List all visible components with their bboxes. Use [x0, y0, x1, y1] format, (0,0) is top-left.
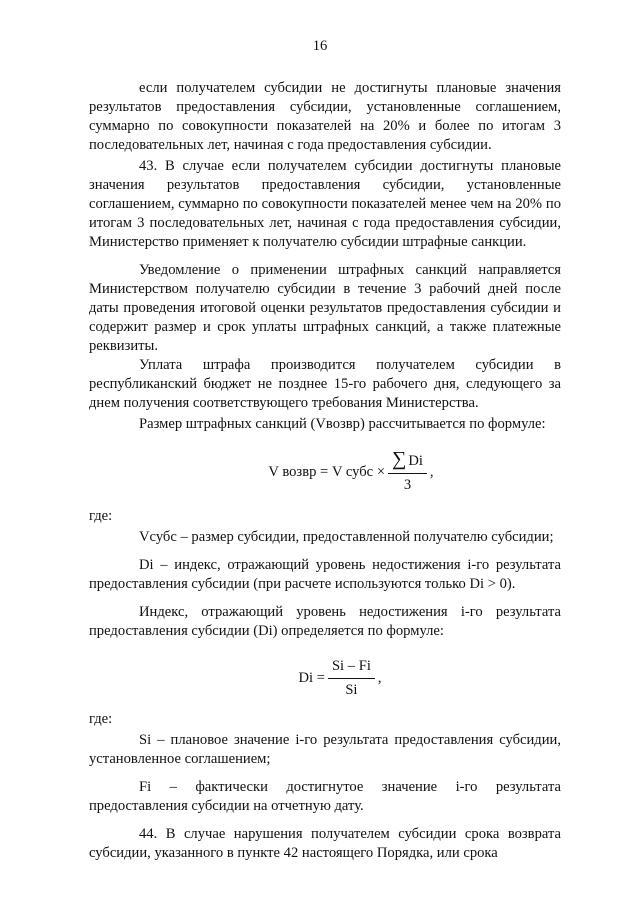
definition-si: Si – плановое значение i-го результата предоставления субсидии, установленное соглашением;	[89, 732, 561, 767]
paragraph-43: 43. В случае если получателем субсидии достигнуты плановые значения результатов предоставления субсидии, установленные соглашением, суммарно по совокупности показателей менее чем на 20% по итогам 3 последовательных лет, начиная с года предоставления субсидии, Министерство применяет к получателю субсидии штрафные санкции.	[89, 158, 561, 250]
fraction-numerator: Si – Fi	[328, 657, 375, 679]
formula-trail: ,	[429, 464, 434, 480]
document-body	[89, 79, 561, 863]
formula-term: V субс	[331, 464, 374, 480]
paragraph-index: Индекс, отражающий уровень недостижения i-го результата предоставления субсидии (Di) определяется по формуле:	[89, 604, 561, 639]
fraction-denominator: Si	[345, 682, 358, 698]
fraction-denominator: 3	[403, 477, 412, 493]
formula-times: ×	[376, 464, 386, 480]
formula-trail: ,	[377, 670, 382, 686]
fraction-numerator	[388, 450, 427, 474]
penalty-formula	[89, 450, 561, 495]
index-formula	[89, 657, 561, 700]
paragraph-notification: Уведомление о применении штрафных санкций направляется Министерством получателю субсидии в течение 3 рабочий дней после даты проведения итоговой оценки результатов предоставления субсидии и содержит размер и срок уплаты штрафных санкций, а также платежные реквизиты.	[89, 262, 561, 354]
formula-fraction	[328, 657, 375, 700]
definition-di: Di – индекс, отражающий уровень недостижения i-го результата предоставления субсидии (при расчете используются только Di > 0).	[89, 557, 561, 592]
paragraph-continuation: если получателем субсидии не достигнуты плановые значения результатов предоставления субсидии, установленные соглашением, суммарно по совокупности показателей на 20% и более по итогам 3 последовательных лет, начиная с года предоставления субсидии.	[89, 80, 561, 153]
formula-fraction	[388, 450, 427, 495]
formula-eq: =	[320, 464, 329, 480]
definition-fi: Fi – фактически достигнутое значение i-го результата предоставления субсидии на отчетную дату.	[89, 779, 561, 814]
sum-symbol: ∑	[392, 448, 407, 470]
paragraph-penalty-size: Размер штрафных санкций (Vвозвр) рассчитывается по формуле:	[139, 416, 546, 432]
page-number: 16	[312, 38, 328, 54]
paragraph-44: 44. В случае нарушения получателем субсидии срока возврата субсидии, указанного в пункте 42 настоящего Порядка, или срока	[89, 826, 561, 861]
paragraph-payment: Уплата штрафа производится получателем субсидии в республиканский бюджет не позднее 15-го рабочего дня, следующего за днем получения соответствующего требования Министерства.	[89, 357, 561, 411]
formula-lhs: Di	[298, 670, 314, 686]
where-label: где:	[89, 508, 113, 524]
formula-eq: =	[316, 670, 325, 686]
definition-vsubs: Vсубс – размер субсидии, предоставленной получателю субсидии;	[139, 529, 554, 545]
where-label: где:	[89, 711, 113, 727]
numerator-text: Di	[408, 453, 423, 469]
formula-lhs: V возвр	[268, 464, 317, 480]
